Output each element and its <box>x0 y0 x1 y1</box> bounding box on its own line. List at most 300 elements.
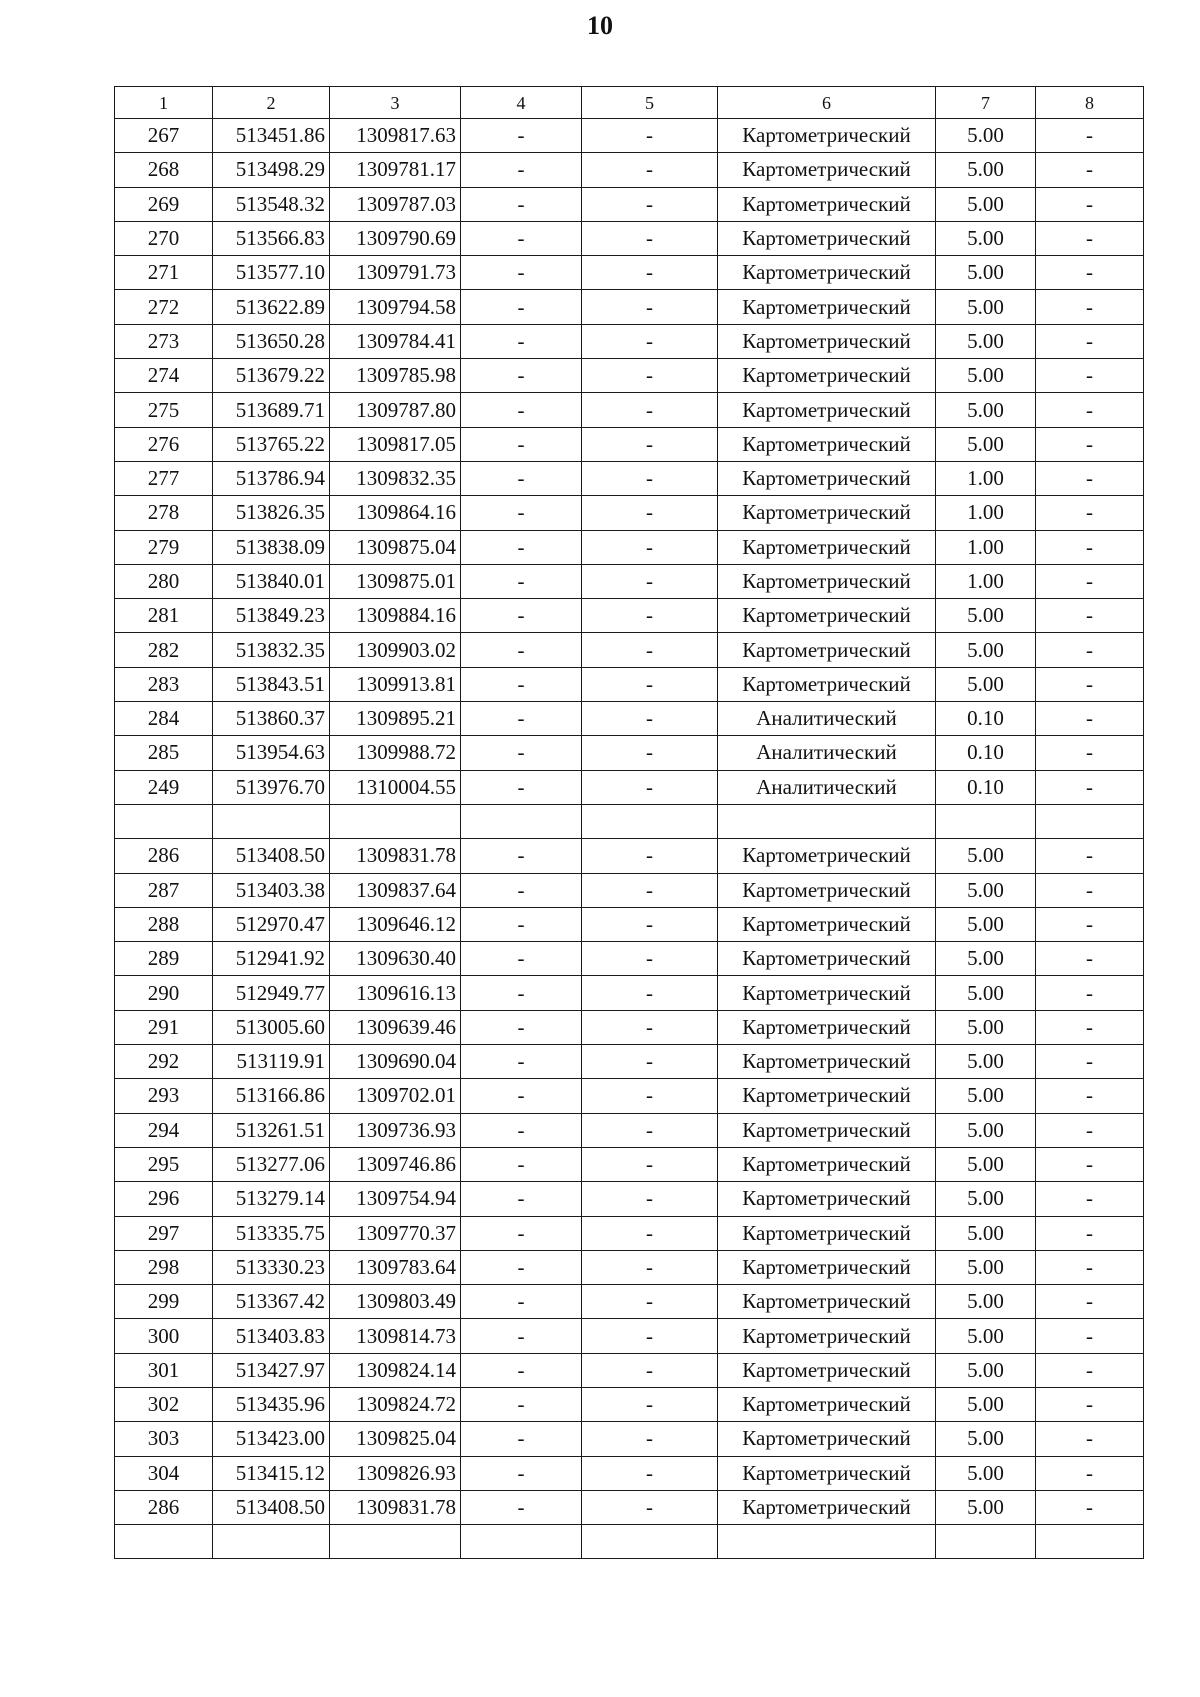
y-coordinate-cell: 1309746.86 <box>330 1147 461 1181</box>
col4-cell: - <box>461 119 582 153</box>
x-coordinate-cell: 513838.09 <box>213 530 330 564</box>
table-row <box>115 393 1144 427</box>
y-coordinate-cell: 1309837.64 <box>330 873 461 907</box>
col4-cell: - <box>461 1422 582 1456</box>
col4-cell <box>461 1525 582 1559</box>
y-coordinate-cell: 1309826.93 <box>330 1456 461 1490</box>
x-coordinate-cell: 513976.70 <box>213 770 330 804</box>
method-cell: Аналитический <box>718 736 936 770</box>
method-cell: Аналитический <box>718 702 936 736</box>
method-cell: Картометрический <box>718 1319 936 1353</box>
col8-cell: - <box>1036 427 1144 461</box>
y-coordinate-cell: 1309787.03 <box>330 187 461 221</box>
point-number-cell: 281 <box>115 599 213 633</box>
accuracy-cell: 5.00 <box>936 1285 1036 1319</box>
col4-cell: - <box>461 907 582 941</box>
y-coordinate-cell: 1309875.04 <box>330 530 461 564</box>
point-number-cell: 267 <box>115 119 213 153</box>
table-row <box>115 770 1144 804</box>
col5-cell: - <box>582 153 718 187</box>
y-coordinate-cell: 1309785.98 <box>330 359 461 393</box>
method-cell: Картометрический <box>718 393 936 427</box>
x-coordinate-cell: 513765.22 <box>213 427 330 461</box>
table-row <box>115 1490 1144 1524</box>
method-cell: Картометрический <box>718 461 936 495</box>
col5-cell: - <box>582 1113 718 1147</box>
col5-cell: - <box>582 461 718 495</box>
col4-cell: - <box>461 290 582 324</box>
col5-cell: - <box>582 873 718 907</box>
accuracy-cell: 1.00 <box>936 496 1036 530</box>
col5-cell: - <box>582 839 718 873</box>
point-number-cell: 277 <box>115 461 213 495</box>
y-coordinate-cell: 1309803.49 <box>330 1285 461 1319</box>
y-coordinate-cell: 1309824.72 <box>330 1387 461 1421</box>
method-cell: Картометрический <box>718 1045 936 1079</box>
x-coordinate-cell: 513840.01 <box>213 564 330 598</box>
point-number-cell: 304 <box>115 1456 213 1490</box>
col5-cell: - <box>582 530 718 564</box>
method-cell: Картометрический <box>718 119 936 153</box>
table-row <box>115 530 1144 564</box>
page-number: 10 <box>587 11 613 40</box>
y-coordinate-cell: 1309690.04 <box>330 1045 461 1079</box>
col4-cell: - <box>461 770 582 804</box>
column-header: 6 <box>718 87 936 119</box>
col4-cell: - <box>461 1387 582 1421</box>
col5-cell: - <box>582 187 718 221</box>
method-cell: Картометрический <box>718 1216 936 1250</box>
col4-cell: - <box>461 839 582 873</box>
table-row <box>115 599 1144 633</box>
point-number-cell: 268 <box>115 153 213 187</box>
accuracy-cell: 5.00 <box>936 427 1036 461</box>
point-number-cell: 286 <box>115 1490 213 1524</box>
method-cell: Картометрический <box>718 1010 936 1044</box>
col4-cell: - <box>461 256 582 290</box>
table-row <box>115 1353 1144 1387</box>
y-coordinate-cell: 1309832.35 <box>330 461 461 495</box>
col5-cell: - <box>582 702 718 736</box>
table-row <box>115 1010 1144 1044</box>
column-header: 5 <box>582 87 718 119</box>
col5-cell: - <box>582 1147 718 1181</box>
col8-cell: - <box>1036 633 1144 667</box>
col4-cell: - <box>461 1216 582 1250</box>
point-number-cell: 286 <box>115 839 213 873</box>
col8-cell: - <box>1036 530 1144 564</box>
col4-cell: - <box>461 461 582 495</box>
col5-cell: - <box>582 1216 718 1250</box>
x-coordinate-cell: 513566.83 <box>213 221 330 255</box>
table-row <box>115 324 1144 358</box>
table-row <box>115 221 1144 255</box>
y-coordinate-cell: 1309630.40 <box>330 942 461 976</box>
column-header: 8 <box>1036 87 1144 119</box>
col8-cell: - <box>1036 667 1144 701</box>
table-row <box>115 1147 1144 1181</box>
x-coordinate-cell: 513408.50 <box>213 839 330 873</box>
accuracy-cell: 5.00 <box>936 839 1036 873</box>
accuracy-cell: 0.10 <box>936 770 1036 804</box>
y-coordinate-cell: 1309913.81 <box>330 667 461 701</box>
col4-cell: - <box>461 496 582 530</box>
accuracy-cell <box>936 1525 1036 1559</box>
point-number-cell: 276 <box>115 427 213 461</box>
x-coordinate-cell: 513849.23 <box>213 599 330 633</box>
point-number-cell: 271 <box>115 256 213 290</box>
col8-cell: - <box>1036 1147 1144 1181</box>
col8-cell: - <box>1036 290 1144 324</box>
y-coordinate-cell: 1309831.78 <box>330 1490 461 1524</box>
col5-cell: - <box>582 496 718 530</box>
accuracy-cell: 5.00 <box>936 1216 1036 1250</box>
method-cell: Картометрический <box>718 1147 936 1181</box>
method-cell: Картометрический <box>718 1250 936 1284</box>
accuracy-cell: 5.00 <box>936 290 1036 324</box>
x-coordinate-cell: 513689.71 <box>213 393 330 427</box>
table-row <box>115 1216 1144 1250</box>
method-cell: Картометрический <box>718 976 936 1010</box>
point-number-cell: 270 <box>115 221 213 255</box>
accuracy-cell: 5.00 <box>936 667 1036 701</box>
method-cell: Картометрический <box>718 221 936 255</box>
x-coordinate-cell: 513119.91 <box>213 1045 330 1079</box>
table-row <box>115 153 1144 187</box>
point-number-cell: 293 <box>115 1079 213 1113</box>
col8-cell: - <box>1036 1490 1144 1524</box>
x-coordinate-cell: 513408.50 <box>213 1490 330 1524</box>
method-cell: Картометрический <box>718 942 936 976</box>
point-number-cell: 279 <box>115 530 213 564</box>
table-row <box>115 427 1144 461</box>
x-coordinate-cell: 513679.22 <box>213 359 330 393</box>
y-coordinate-cell: 1309988.72 <box>330 736 461 770</box>
y-coordinate-cell: 1309794.58 <box>330 290 461 324</box>
method-cell <box>718 1525 936 1559</box>
col5-cell: - <box>582 1319 718 1353</box>
x-coordinate-cell: 513832.35 <box>213 633 330 667</box>
accuracy-cell: 5.00 <box>936 393 1036 427</box>
table-row <box>115 1422 1144 1456</box>
method-cell: Картометрический <box>718 290 936 324</box>
col8-cell: - <box>1036 1079 1144 1113</box>
col4-cell: - <box>461 530 582 564</box>
col5-cell: - <box>582 119 718 153</box>
accuracy-cell <box>936 804 1036 838</box>
col4-cell: - <box>461 153 582 187</box>
table-row <box>115 1319 1144 1353</box>
accuracy-cell: 5.00 <box>936 1319 1036 1353</box>
col5-cell: - <box>582 290 718 324</box>
point-number-cell: 291 <box>115 1010 213 1044</box>
x-coordinate-cell: 512941.92 <box>213 942 330 976</box>
column-header: 1 <box>115 87 213 119</box>
col5-cell: - <box>582 1387 718 1421</box>
col5-cell: - <box>582 1285 718 1319</box>
method-cell: Картометрический <box>718 1113 936 1147</box>
col4-cell: - <box>461 324 582 358</box>
point-number-cell: 283 <box>115 667 213 701</box>
accuracy-cell: 5.00 <box>936 187 1036 221</box>
col5-cell: - <box>582 1182 718 1216</box>
accuracy-cell: 5.00 <box>936 1182 1036 1216</box>
col4-cell: - <box>461 736 582 770</box>
col5-cell: - <box>582 359 718 393</box>
col4-cell: - <box>461 427 582 461</box>
table-row <box>115 839 1144 873</box>
table-row <box>115 804 1144 838</box>
point-number-cell: 295 <box>115 1147 213 1181</box>
col8-cell: - <box>1036 1387 1144 1421</box>
x-coordinate-cell: 513548.32 <box>213 187 330 221</box>
point-number-cell: 289 <box>115 942 213 976</box>
point-number-cell: 298 <box>115 1250 213 1284</box>
table-row <box>115 461 1144 495</box>
coordinates-table <box>114 86 1144 1559</box>
x-coordinate-cell: 513403.83 <box>213 1319 330 1353</box>
method-cell <box>718 804 936 838</box>
col5-cell: - <box>582 736 718 770</box>
method-cell: Картометрический <box>718 359 936 393</box>
col8-cell: - <box>1036 1182 1144 1216</box>
col5-cell: - <box>582 1045 718 1079</box>
col4-cell: - <box>461 1285 582 1319</box>
table-row <box>115 359 1144 393</box>
col8-cell: - <box>1036 1045 1144 1079</box>
x-coordinate-cell: 513577.10 <box>213 256 330 290</box>
col8-cell <box>1036 1525 1144 1559</box>
table-row <box>115 633 1144 667</box>
col5-cell: - <box>582 1353 718 1387</box>
col4-cell: - <box>461 1353 582 1387</box>
y-coordinate-cell: 1309825.04 <box>330 1422 461 1456</box>
method-cell: Картометрический <box>718 599 936 633</box>
accuracy-cell: 5.00 <box>936 119 1036 153</box>
accuracy-cell: 5.00 <box>936 976 1036 1010</box>
col5-cell: - <box>582 1079 718 1113</box>
x-coordinate-cell: 513367.42 <box>213 1285 330 1319</box>
col8-cell: - <box>1036 187 1144 221</box>
col4-cell: - <box>461 1045 582 1079</box>
table-row <box>115 1250 1144 1284</box>
point-number-cell: 297 <box>115 1216 213 1250</box>
method-cell: Картометрический <box>718 1422 936 1456</box>
x-coordinate-cell: 513954.63 <box>213 736 330 770</box>
y-coordinate-cell: 1309770.37 <box>330 1216 461 1250</box>
method-cell: Картометрический <box>718 1182 936 1216</box>
column-header: 2 <box>213 87 330 119</box>
table-row <box>115 1079 1144 1113</box>
method-cell: Картометрический <box>718 1456 936 1490</box>
col5-cell: - <box>582 770 718 804</box>
table-row <box>115 736 1144 770</box>
col8-cell: - <box>1036 461 1144 495</box>
col8-cell <box>1036 804 1144 838</box>
point-number-cell: 287 <box>115 873 213 907</box>
x-coordinate-cell: 512949.77 <box>213 976 330 1010</box>
accuracy-cell: 5.00 <box>936 1422 1036 1456</box>
accuracy-cell: 5.00 <box>936 221 1036 255</box>
point-number-cell: 274 <box>115 359 213 393</box>
col4-cell: - <box>461 564 582 598</box>
col8-cell: - <box>1036 1456 1144 1490</box>
x-coordinate-cell: 513330.23 <box>213 1250 330 1284</box>
col8-cell: - <box>1036 359 1144 393</box>
table-row <box>115 1045 1144 1079</box>
col4-cell: - <box>461 1182 582 1216</box>
col8-cell: - <box>1036 839 1144 873</box>
point-number-cell: 303 <box>115 1422 213 1456</box>
table-row <box>115 1387 1144 1421</box>
table-row <box>115 1182 1144 1216</box>
table-row <box>115 1113 1144 1147</box>
col5-cell <box>582 804 718 838</box>
point-number-cell: 300 <box>115 1319 213 1353</box>
col5-cell: - <box>582 221 718 255</box>
col5-cell: - <box>582 393 718 427</box>
point-number-cell: 275 <box>115 393 213 427</box>
point-number-cell: 249 <box>115 770 213 804</box>
method-cell: Картометрический <box>718 1353 936 1387</box>
table-row <box>115 1285 1144 1319</box>
column-header: 7 <box>936 87 1036 119</box>
x-coordinate-cell: 513277.06 <box>213 1147 330 1181</box>
col4-cell: - <box>461 393 582 427</box>
col5-cell: - <box>582 667 718 701</box>
point-number-cell: 280 <box>115 564 213 598</box>
col8-cell: - <box>1036 907 1144 941</box>
x-coordinate-cell: 513261.51 <box>213 1113 330 1147</box>
x-coordinate-cell: 513279.14 <box>213 1182 330 1216</box>
accuracy-cell: 0.10 <box>936 736 1036 770</box>
x-coordinate-cell: 513826.35 <box>213 496 330 530</box>
x-coordinate-cell: 513166.86 <box>213 1079 330 1113</box>
y-coordinate-cell: 1309903.02 <box>330 633 461 667</box>
y-coordinate-cell: 1309884.16 <box>330 599 461 633</box>
table-row <box>115 976 1144 1010</box>
table-row <box>115 702 1144 736</box>
x-coordinate-cell: 513650.28 <box>213 324 330 358</box>
x-coordinate-cell <box>213 1525 330 1559</box>
accuracy-cell: 5.00 <box>936 1353 1036 1387</box>
method-cell: Картометрический <box>718 633 936 667</box>
x-coordinate-cell: 513335.75 <box>213 1216 330 1250</box>
accuracy-cell: 5.00 <box>936 942 1036 976</box>
accuracy-cell: 0.10 <box>936 702 1036 736</box>
method-cell: Картометрический <box>718 1285 936 1319</box>
table-row <box>115 187 1144 221</box>
point-number-cell: 294 <box>115 1113 213 1147</box>
accuracy-cell: 5.00 <box>936 1490 1036 1524</box>
point-number-cell: 296 <box>115 1182 213 1216</box>
col5-cell: - <box>582 1456 718 1490</box>
method-cell: Картометрический <box>718 907 936 941</box>
col4-cell: - <box>461 633 582 667</box>
col5-cell: - <box>582 1422 718 1456</box>
col4-cell: - <box>461 1456 582 1490</box>
col5-cell: - <box>582 427 718 461</box>
col8-cell: - <box>1036 393 1144 427</box>
col8-cell: - <box>1036 873 1144 907</box>
y-coordinate-cell: 1309875.01 <box>330 564 461 598</box>
point-number-cell: 302 <box>115 1387 213 1421</box>
point-number-cell: 290 <box>115 976 213 1010</box>
x-coordinate-cell: 513005.60 <box>213 1010 330 1044</box>
x-coordinate-cell: 513403.38 <box>213 873 330 907</box>
accuracy-cell: 5.00 <box>936 873 1036 907</box>
method-cell: Картометрический <box>718 1490 936 1524</box>
point-number-cell: 285 <box>115 736 213 770</box>
y-coordinate-cell: 1309814.73 <box>330 1319 461 1353</box>
col4-cell: - <box>461 1010 582 1044</box>
point-number-cell: 269 <box>115 187 213 221</box>
y-coordinate-cell: 1309754.94 <box>330 1182 461 1216</box>
x-coordinate-cell: 513786.94 <box>213 461 330 495</box>
col5-cell: - <box>582 564 718 598</box>
point-number-cell: 282 <box>115 633 213 667</box>
col8-cell: - <box>1036 1422 1144 1456</box>
col5-cell: - <box>582 324 718 358</box>
accuracy-cell: 5.00 <box>936 1010 1036 1044</box>
x-coordinate-cell: 513415.12 <box>213 1456 330 1490</box>
y-coordinate-cell: 1309787.80 <box>330 393 461 427</box>
x-coordinate-cell: 513622.89 <box>213 290 330 324</box>
method-cell: Картометрический <box>718 839 936 873</box>
col8-cell: - <box>1036 770 1144 804</box>
method-cell: Картометрический <box>718 496 936 530</box>
point-number-cell: 273 <box>115 324 213 358</box>
accuracy-cell: 5.00 <box>936 633 1036 667</box>
y-coordinate-cell: 1309784.41 <box>330 324 461 358</box>
y-coordinate-cell: 1309783.64 <box>330 1250 461 1284</box>
col5-cell <box>582 1525 718 1559</box>
table-row <box>115 907 1144 941</box>
table-row <box>115 290 1144 324</box>
y-coordinate-cell: 1309702.01 <box>330 1079 461 1113</box>
point-number-cell: 288 <box>115 907 213 941</box>
point-number-cell: 299 <box>115 1285 213 1319</box>
col4-cell: - <box>461 873 582 907</box>
accuracy-cell: 5.00 <box>936 359 1036 393</box>
y-coordinate-cell: 1309639.46 <box>330 1010 461 1044</box>
y-coordinate-cell: 1309781.17 <box>330 153 461 187</box>
accuracy-cell: 5.00 <box>936 1079 1036 1113</box>
col5-cell: - <box>582 1010 718 1044</box>
method-cell: Картометрический <box>718 667 936 701</box>
col4-cell: - <box>461 1250 582 1284</box>
col5-cell: - <box>582 1250 718 1284</box>
y-coordinate-cell <box>330 804 461 838</box>
accuracy-cell: 5.00 <box>936 907 1036 941</box>
accuracy-cell: 1.00 <box>936 530 1036 564</box>
col8-cell: - <box>1036 1113 1144 1147</box>
point-number-cell: 278 <box>115 496 213 530</box>
col8-cell: - <box>1036 153 1144 187</box>
x-coordinate-cell: 512970.47 <box>213 907 330 941</box>
col4-cell: - <box>461 702 582 736</box>
y-coordinate-cell: 1309831.78 <box>330 839 461 873</box>
col5-cell: - <box>582 1490 718 1524</box>
table-body <box>115 87 1144 1559</box>
method-cell: Картометрический <box>718 530 936 564</box>
y-coordinate-cell <box>330 1525 461 1559</box>
accuracy-cell: 5.00 <box>936 153 1036 187</box>
col8-cell: - <box>1036 1010 1144 1044</box>
col5-cell: - <box>582 599 718 633</box>
accuracy-cell: 5.00 <box>936 1113 1036 1147</box>
y-coordinate-cell: 1309790.69 <box>330 221 461 255</box>
